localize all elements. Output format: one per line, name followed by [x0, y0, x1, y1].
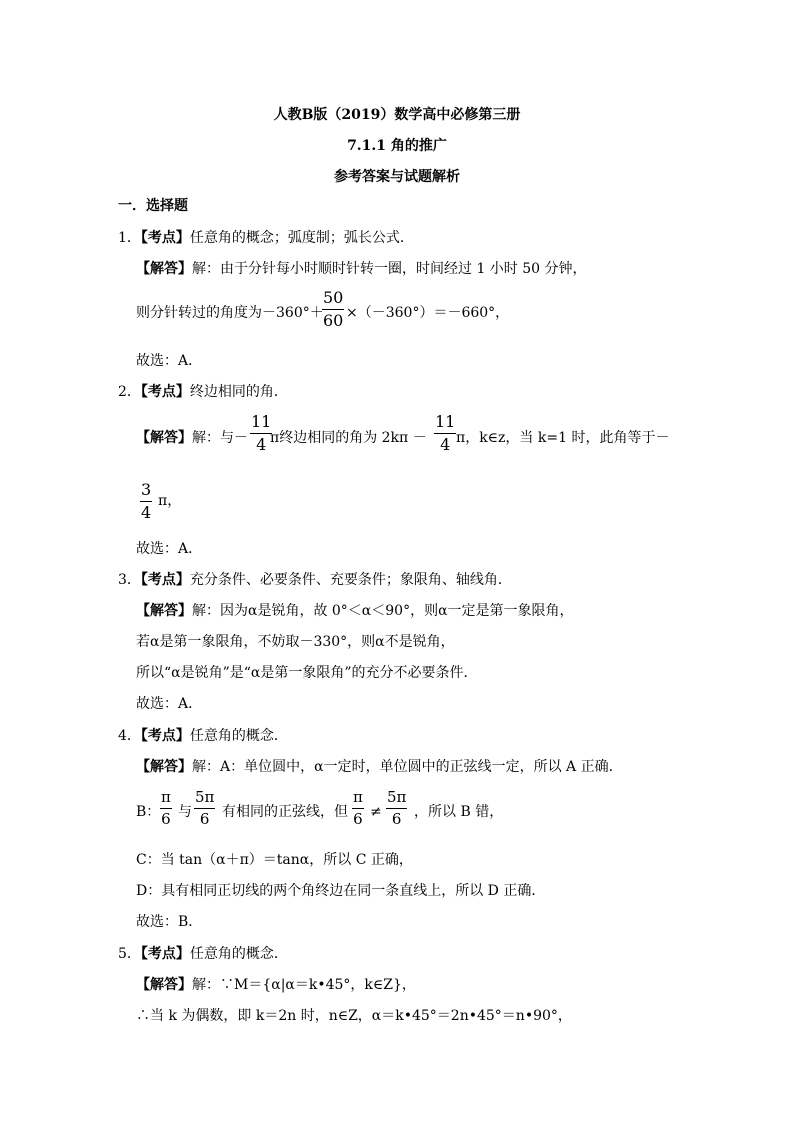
option-d-line: D：具有相同正切线的两个角终边在同一条直线上，所以 D 正确．	[136, 883, 546, 899]
question-1-answer: 故选：A．	[136, 353, 203, 369]
jieda-tag: 【解答】	[136, 603, 192, 619]
question-2-topic	[118, 385, 288, 399]
question-3-answer: 故选：A．	[136, 696, 203, 712]
question-number: 5．	[118, 946, 141, 962]
answer-subtitle: 参考答案与试题解析	[334, 169, 460, 185]
option-b-middle: 有相同的正弦线，但	[222, 804, 348, 820]
jieda-tag: 【解答】	[136, 430, 192, 446]
fraction-pi-6-b: π 6	[353, 788, 363, 828]
fraction-3-4: 3 4	[141, 480, 152, 522]
kaodian-tag: 【考点】	[140, 946, 190, 962]
question-1-solution-line2-a: 则分针转过的角度为－360°＋	[136, 305, 324, 321]
topic-text: 任意角的概念；弧度制；弧长公式．	[189, 230, 414, 246]
fraction-pi-6: π 6	[161, 788, 171, 828]
question-number: 2．	[118, 384, 141, 400]
question-3-topic	[118, 573, 512, 587]
fraction-5pi-6-b: 5π 6	[387, 788, 407, 828]
kaodian-tag: 【考点】	[140, 230, 190, 246]
question-4-solution-line1	[136, 760, 623, 774]
question-4-answer: 故选：B．	[136, 914, 203, 930]
part-heading: 一．选择题	[118, 198, 188, 214]
solution-text: 解：因为α是锐角，故 0°＜α＜90°，则α一定是第一象限角，	[192, 603, 574, 619]
kaodian-tag: 【考点】	[140, 572, 190, 588]
question-1-topic	[118, 231, 414, 245]
jieda-tag: 【解答】	[136, 261, 192, 277]
question-3-solution-line3: 所以“α是锐角”是“α是第一象限角”的充分不必要条件．	[136, 665, 478, 681]
question-5-solution-line1	[136, 978, 416, 992]
question-number: 4．	[118, 728, 141, 744]
fraction-5pi-6: 5π 6	[195, 788, 215, 828]
jieda-tag: 【解答】	[136, 977, 192, 993]
question-2-solution-b: π终边相同的角为 2kπ －	[270, 430, 427, 446]
question-5-topic	[118, 947, 288, 961]
kaodian-tag: 【考点】	[140, 384, 190, 400]
question-1-solution-line2-b: ×（－360°）＝－660°，	[346, 305, 510, 321]
solution-text: 解：由于分针每小时顺时针转一圈，时间经过 1 小时 50 分钟，	[192, 261, 587, 277]
topic-text: 任意角的概念．	[189, 946, 288, 962]
option-c-line: C：当 tan（α＋π）＝tanα，所以 C 正确，	[136, 852, 413, 868]
question-5-solution-line2: ∴当 k 为偶数，即 k＝2n 时，n∈Z，α＝k•45°＝2n•45°＝n•90°，	[136, 1008, 572, 1024]
question-3-solution-line1	[136, 604, 574, 618]
jieda-tag: 【解答】	[136, 759, 192, 775]
question-number: 1．	[118, 230, 141, 246]
fraction-11-4-b: 11 4	[435, 412, 456, 454]
fraction-50-60: 50 60	[323, 288, 344, 330]
solution-text: 解：∵M＝{α|α＝k•45°，k∈Z}，	[192, 977, 416, 993]
solution-text: 解：A：单位圆中，α一定时，单位圆中的正弦线一定，所以 A 正确．	[192, 759, 623, 775]
question-4-topic	[118, 729, 288, 743]
document-title: 人教B版（2019）数学高中必修第三册	[273, 107, 521, 123]
option-b-with: 与	[178, 804, 192, 820]
topic-text: 充分条件、必要条件、充要条件；象限角、轴线角．	[189, 572, 512, 588]
fraction-11-4: 11 4	[251, 412, 272, 454]
question-2-solution-c: π，k∈z，当 k=1 时，此角等于－	[456, 430, 670, 446]
question-number: 3．	[118, 572, 141, 588]
not-equal-sign: ≠	[370, 804, 382, 820]
kaodian-tag: 【考点】	[140, 728, 190, 744]
question-2-solution-a	[136, 431, 248, 445]
question-2-solution-d: π，	[158, 493, 182, 509]
option-b-prefix: B：	[136, 804, 161, 820]
option-b-end: ，所以 B 错，	[414, 804, 504, 820]
topic-text: 任意角的概念．	[189, 728, 288, 744]
question-2-answer: 故选：A．	[136, 541, 203, 557]
question-1-solution-line1	[136, 262, 587, 276]
section-title: 7.1.1 角的推广	[347, 138, 447, 154]
topic-text: 终边相同的角．	[189, 384, 288, 400]
solution-text: 解：与－	[192, 430, 248, 446]
question-3-solution-line2: 若α是第一象限角，不妨取－330°，则α不是锐角，	[136, 634, 455, 650]
